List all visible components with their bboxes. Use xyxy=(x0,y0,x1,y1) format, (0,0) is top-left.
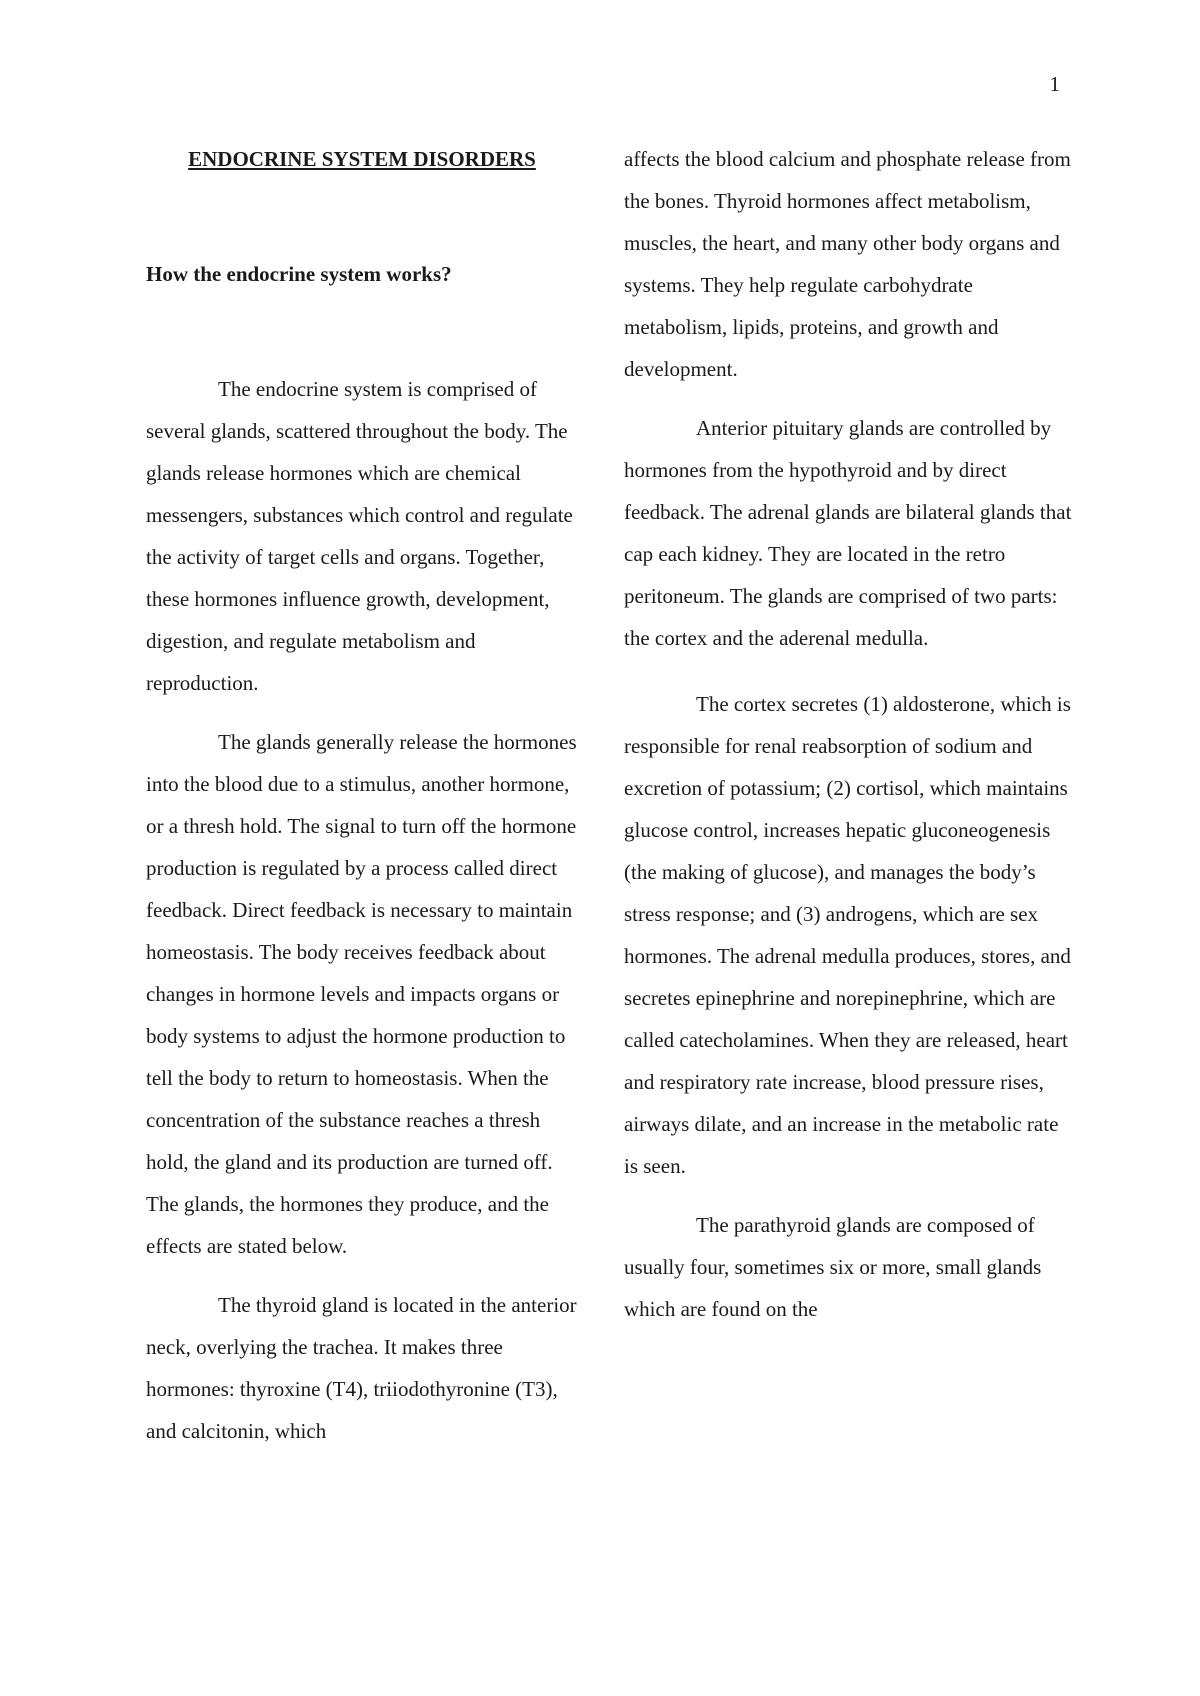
paragraph-thyroid-continued: affects the blood calcium and phosphate release from the bones. Thyroid hormones affect metabolism, muscles, the heart, and many other body organs and systems. They help regulate carbohydrate metabolism, lipids, proteins, and growth and development. xyxy=(624,147,1071,381)
left-column xyxy=(146,138,578,1452)
section-heading: How the endocrine system works? xyxy=(146,262,452,286)
paragraph-pituitary-adrenal: Anterior pituitary glands are controlled by hormones from the hypothyroid and by direct feedback. The adrenal glands are bilateral glands that cap each kidney. They are located in the retro peritoneum. The glands are comprised of two parts: the cortex and the aderenal medulla. xyxy=(624,416,1072,650)
paragraph-thyroid-gland: The thyroid gland is located in the anterior neck, overlying the trachea. It makes three hormones: thyroxine (T4), triiodothyronine (T3), and calcitonin, which xyxy=(146,1293,577,1443)
right-column xyxy=(624,138,1074,1330)
paragraph-parathyroid: The parathyroid glands are composed of usually four, sometimes six or more, small glands which are found on the xyxy=(624,1213,1042,1321)
page-number: 1 xyxy=(1049,72,1060,96)
paragraph-direct-feedback: The glands generally release the hormones into the blood due to a stimulus, another hormone, or a thresh hold. The signal to turn off the hormone production is regulated by a process called direct feedback. Direct feedback is necessary to maintain homeostasis. The body receives feedback about changes in hormone levels and impacts organs or body systems to adjust the hormone production to tell the body to return to homeostasis. When the concentration of the substance reaches a thresh hold, the gland and its production are turned off. The glands, the hormones they produce, and the effects are stated below. xyxy=(146,730,577,1258)
document-title: ENDOCRINE SYSTEM DISORDERS xyxy=(188,147,536,171)
paragraph-adrenal-cortex: The cortex secretes (1) aldosterone, which is responsible for renal reabsorption of sodium and excretion of potassium; (2) cortisol, which maintains glucose control, increases hepatic gluconeogenesis (the making of glucose), and manages the body’s stress response; and (3) androgens, which are sex hormones. The adrenal medulla produces, stores, and secretes epinephrine and norepinephrine, which are called catecholamines. When they are released, heart and respiratory rate increase, blood pressure rises, airways dilate, and an increase in the metabolic rate is seen. xyxy=(624,692,1071,1178)
paragraph-endocrine-overview: The endocrine system is comprised of several glands, scattered throughout the body. The glands release hormones which are chemical messengers, substances which control and regulate the activity of target cells and organs. Together, these hormones influence growth, development, digestion, and regulate metabolism and reproduction. xyxy=(146,377,573,695)
